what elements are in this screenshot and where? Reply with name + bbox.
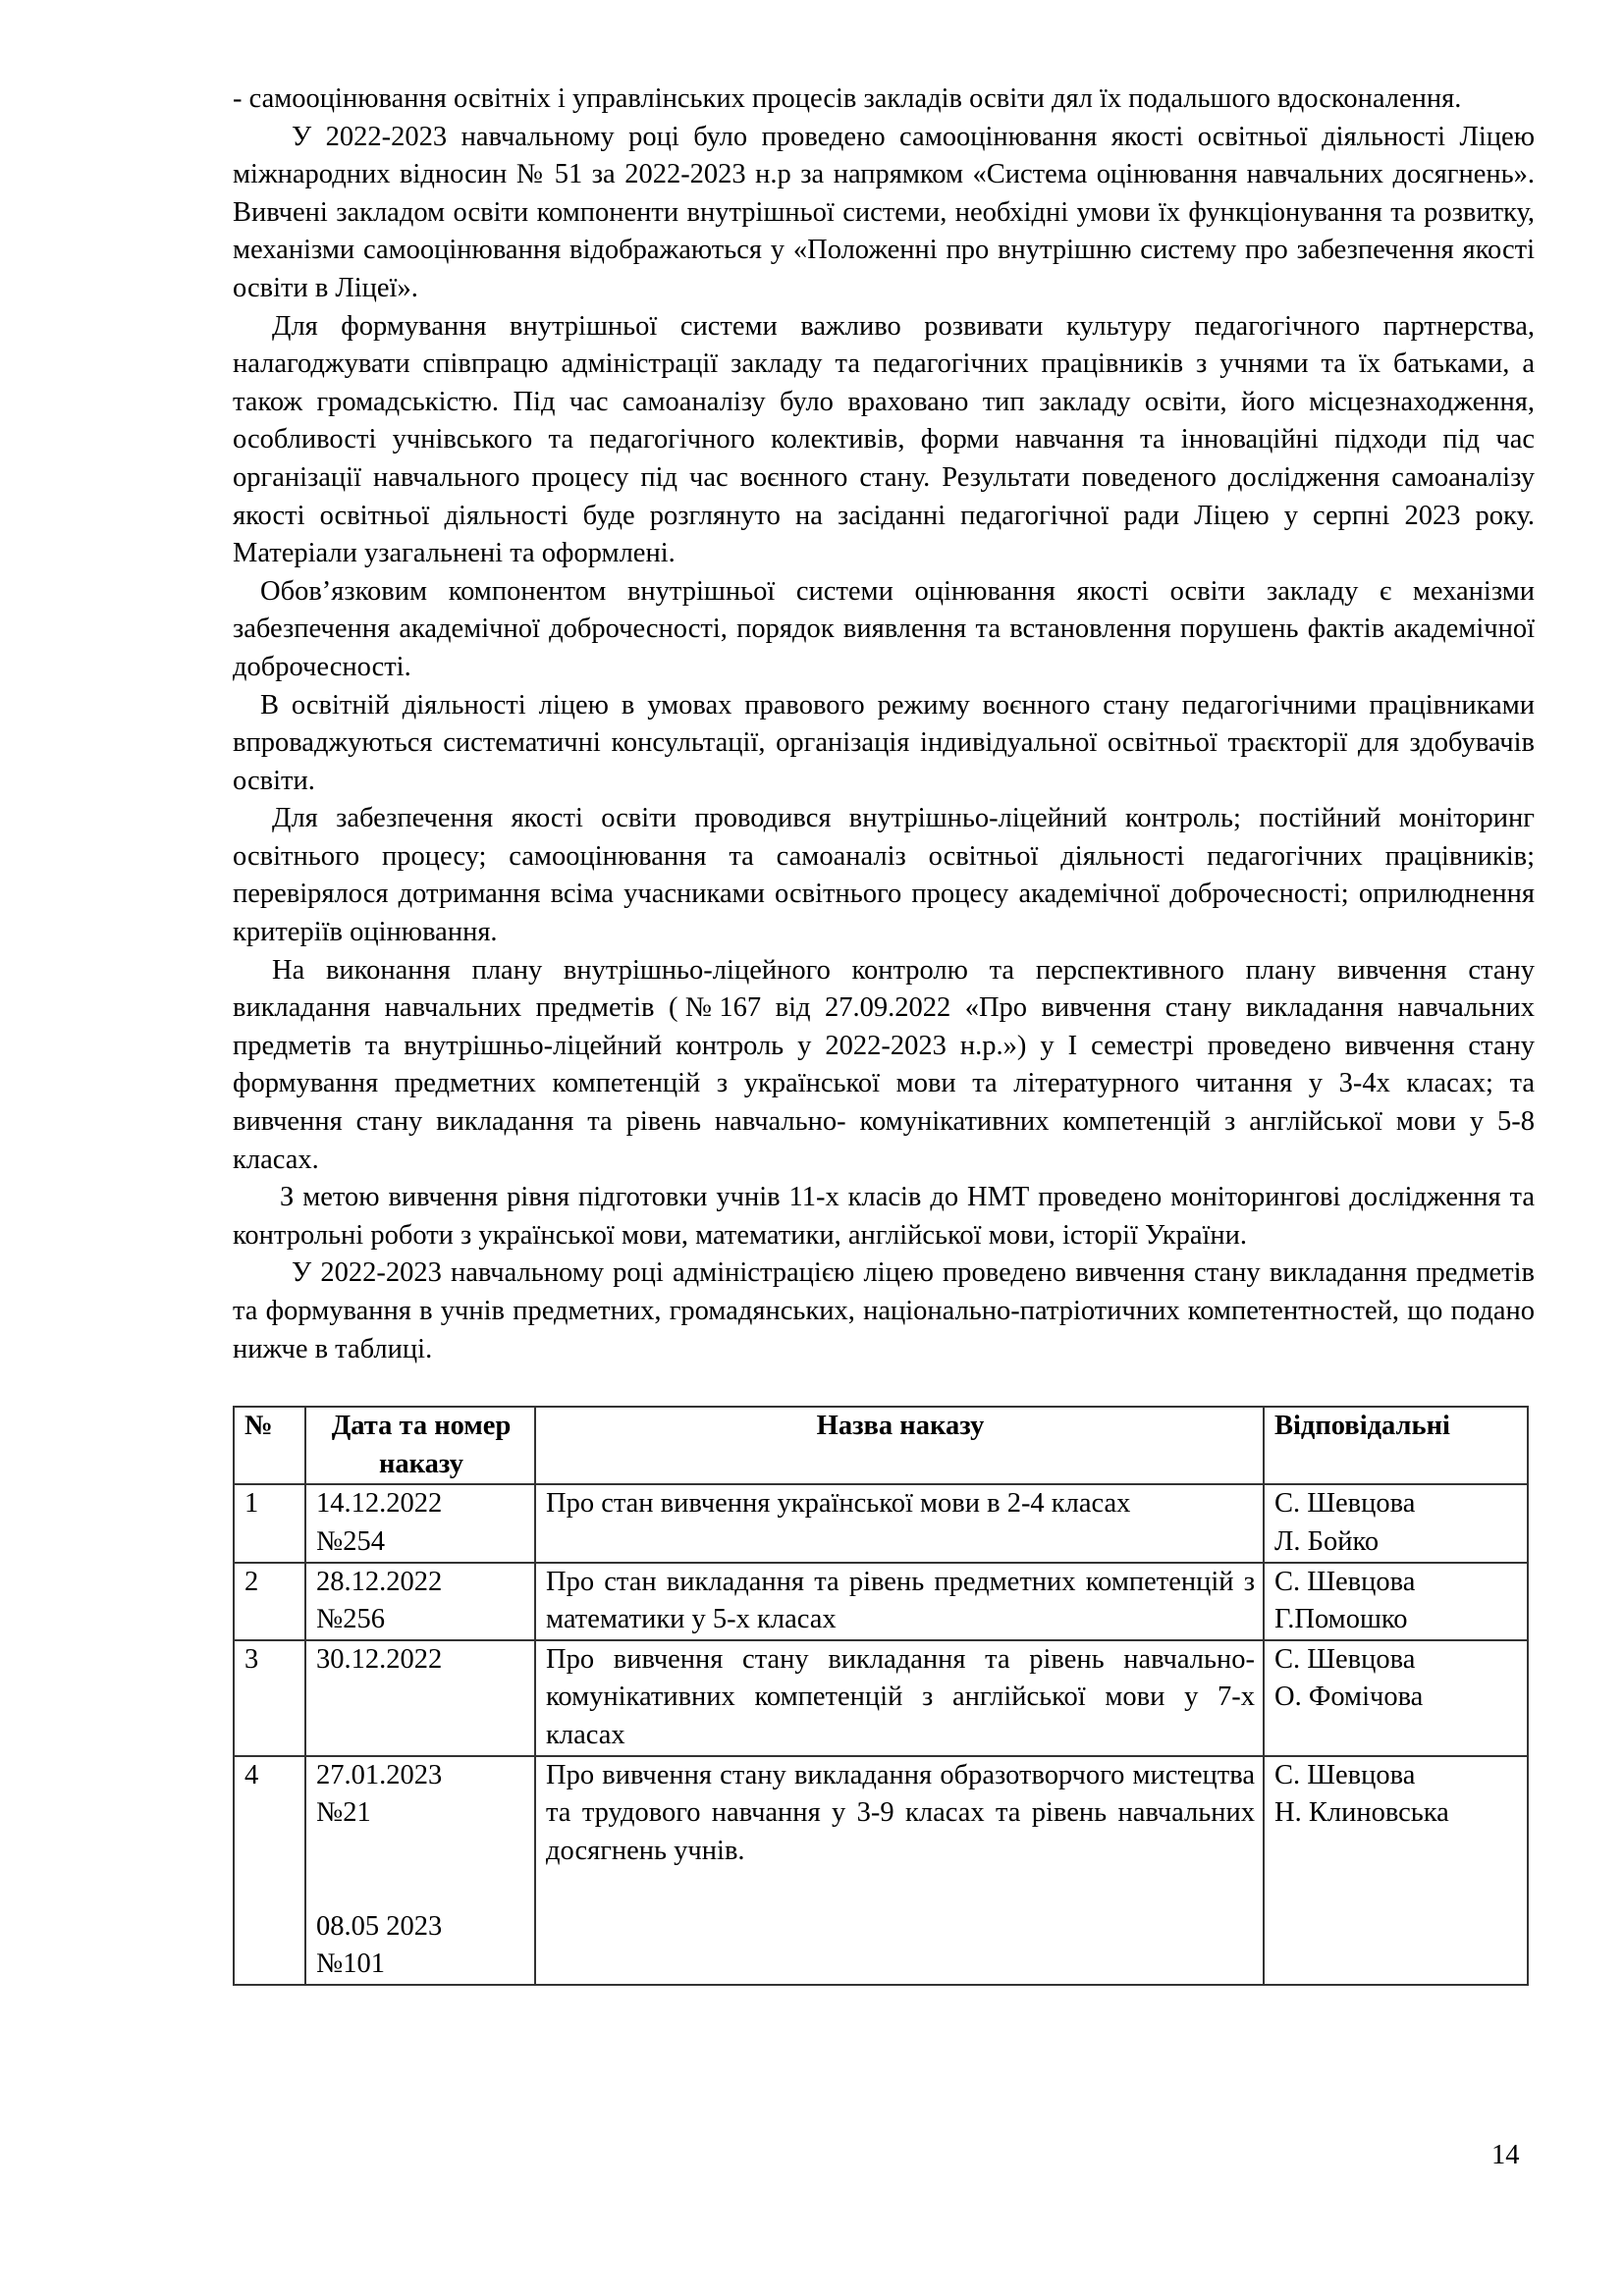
paragraph-martial-law-activity: В освітній діяльності ліцею в умовах правового режиму воєнного стану педагогічними працівниками впроваджуються систематичні консультації, організація індивідуальної освітньої траєкторії для здобувачів освіти. [233,689,1535,796]
responsible-person: С. Шевцова [1274,1566,1416,1597]
row-responsible [1264,1640,1528,1756]
row-responsible [1264,1756,1528,1985]
order-number: №256 [316,1604,385,1635]
row-responsible [1264,1484,1528,1562]
row-date [305,1756,535,1985]
order-date: 27.01.2023 [316,1759,443,1790]
responsible-person: О. Фомічова [1274,1682,1424,1713]
responsible-person: С. Шевцова [1274,1643,1416,1675]
order-date: 14.12.2022 [316,1488,443,1520]
row-date [305,1563,535,1640]
row-number: 2 [234,1563,305,1640]
document-page [233,80,1535,1986]
header-title: Назва наказу [535,1407,1264,1484]
paragraph-table-intro: У 2022-2023 навчальному році адміністрацією ліцею проведено вивчення стану викладання предметів та формування в учнів предметних, громадянських, національно-патріотичних компетентностей, що подано нижче в таблиці. [233,1257,1535,1364]
order-date: 28.12.2022 [316,1566,443,1597]
table-row [234,1484,1528,1562]
paragraph-quality-assurance: Для забезпечення якості освіти проводився внутрішньо-ліцейний контроль; постійний моніторинг освітнього процесу; самооцінювання та самоаналіз освітньої діяльності педагогічних працівників; перевірялося дотримання всіма учасниками освітнього процесу академічної доброчесності; оприлюднення критеріїв оцінювання. [233,803,1535,948]
responsible-person: Г.Помошко [1274,1604,1408,1635]
header-responsible: Відповідальні [1264,1407,1528,1484]
order-number: №254 [316,1525,385,1557]
row-number: 4 [234,1756,305,1985]
row-number: 1 [234,1484,305,1562]
row-title: Про стан вивчення української мови в 2-4 класах [535,1484,1264,1562]
spacer [233,1368,1535,1396]
table-row [234,1640,1528,1756]
paragraph-internal-system-formation: Для формування внутрішньої системи важливо розвивати культуру педагогічного партнерства, налагоджувати співпрацю адміністрації закладу та педагогічних працівників з учнями та їх батьками, а також громадськістю. Під час самоаналізу було враховано тип закладу освіти, його місцезнаходження, особливості учнівського та педагогічного колективів, форми навчання та інноваційні підходи під час організації навчального процесу під час воєнного стану. Результати поведеного дослідження самоаналізу якості освітньої діяльності буде розглянуто на засіданні педагогічної ради Ліцею у серпні 2023 року. Матеріали узагальнені та оформлені. [233,310,1535,569]
row-responsible [1264,1563,1528,1640]
paragraph-internal-control-plan: На виконання плану внутрішньо-ліцейного контролю та перспективного плану вивчення стану викладання навчальних предметів (№167 від 27.09.2022 «Про вивчення стану викладання навчальних предметів та внутрішньо-ліцейний контроль у 2022-2023 н.р.») у І семестрі проведено вивчення стану формування предметних компетенцій з української мови та літературного читання у 3-4х класах; та вивчення стану викладання та рівень навчально- комунікативних компетенцій з англійської мови у 5-8 класах. [233,954,1535,1175]
responsible-person: Н. Клиновська [1274,1797,1449,1829]
paragraph-nmt-monitoring: З метою вивчення рівня підготовки учнів 11-х класів до НМТ проведено моніторингові дослідження та контрольні роботи з української мови, математики, англійської мови, історії України. [233,1182,1535,1251]
row-title: Про вивчення стану викладання образотворчого мистецтва та трудового навчання у 3-9 класах та рівень навчальних досягнень учнів. [535,1756,1264,1985]
paragraph-self-assessment-bullet: - самооцінювання освітніх і управлінських процесів закладів освіти дял їх подальшого вдосконалення. [233,83,1462,114]
row-title: Про вивчення стану викладання та рівень навчально-комунікативних компетенцій з англійської мови у 7-х класах [535,1640,1264,1756]
header-number: № [234,1407,305,1484]
paragraph-self-assessment-2022: У 2022-2023 навчальному році було проведено самооцінювання якості освітньої діяльності Ліцею міжнародних відносин № 51 за 2022-2023 н.р за напрямком «Система оцінювання навчальних досягнень». Вивчені закладом освіти компоненти внутрішньої системи, необхідні умови їх функціонування та розвитку, механізми самооцінювання відображаються у «Положенні про внутрішню систему про забезпечення якості освіти в Ліцеї». [233,121,1535,303]
order-date: 08.05 2023 [316,1910,443,1942]
header-date: Дата та номер наказу [305,1407,535,1484]
row-date [305,1484,535,1562]
page-number: 14 [1491,2140,1520,2170]
paragraph-academic-integrity: Обов’язковим компонентом внутрішньої системи оцінювання якості освіти закладу є механізми забезпечення академічної доброчесності, порядок виявлення та встановлення порушень фактів академічної доброчесності. [233,575,1535,682]
order-date: 30.12.2022 [316,1643,443,1675]
responsible-person: С. Шевцова [1274,1759,1416,1790]
table-row [234,1756,1528,1985]
order-number: №101 [316,1949,385,1980]
cell-gap [316,1833,526,1908]
row-date [305,1640,535,1756]
table-row [234,1563,1528,1640]
row-title: Про стан викладання та рівень предметних компетенцій з математики у 5-х класах [535,1563,1264,1640]
orders-table [233,1406,1529,1986]
order-number: №21 [316,1797,371,1829]
row-number: 3 [234,1640,305,1756]
responsible-person: Л. Бойко [1274,1525,1380,1557]
table-header-row [234,1407,1528,1484]
responsible-person: С. Шевцова [1274,1488,1416,1520]
